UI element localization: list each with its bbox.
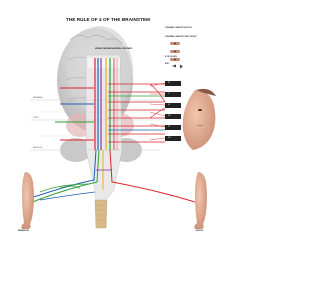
right-leg-illustration <box>194 172 207 229</box>
diagram-title: THE RULE OF 4 OF THE BRAINSTEM <box>65 17 151 22</box>
cn-box-label: VII <box>168 115 171 117</box>
legend-heading-eye: EYE SIGNS <box>165 56 177 58</box>
legend-heading-nuclei: CRANIAL NERVE NUCLEI <box>165 27 192 29</box>
cn-box-label: III <box>168 82 170 84</box>
level-pons-label: PONS <box>33 117 39 119</box>
cn-boxes <box>165 81 181 141</box>
arrow-icon <box>180 65 183 69</box>
cn-box-label: XII <box>168 137 171 139</box>
lateral-column-label: LATERAL PATHWAYS <box>113 48 133 50</box>
level-midbrain-label: MIDBRAIN <box>33 97 43 99</box>
level-medulla-label: MEDULLA <box>33 147 42 149</box>
medial-column-label: MEDIAL PATHWAYS <box>95 48 113 50</box>
legend-heading-key: KEY <box>165 63 170 65</box>
speaker-icon <box>172 65 176 68</box>
left-leg-label: SENSATION <box>18 230 29 232</box>
cn-box-label: V <box>168 93 170 95</box>
spinal-cord <box>95 200 107 228</box>
right-leg-label: MOTOR <box>196 230 204 232</box>
cn-box-label: IX <box>168 126 170 128</box>
left-leg-illustration <box>21 172 34 229</box>
cn-box-label: VI <box>168 104 170 106</box>
face-illustration <box>183 89 216 150</box>
legend-heading-functions: CRANIAL NERVE FUNCTIONS <box>165 36 197 38</box>
vertical-tracts <box>95 58 117 150</box>
